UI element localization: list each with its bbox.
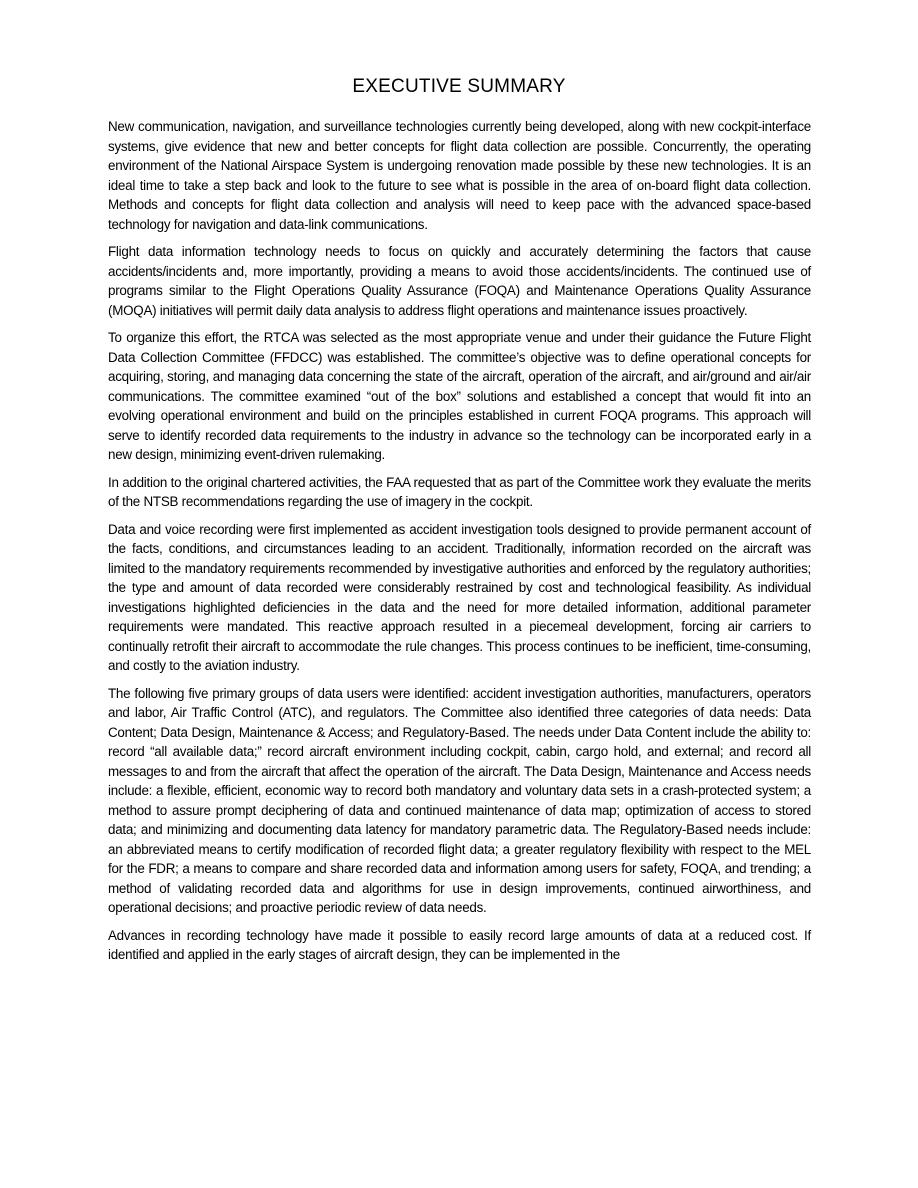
paragraph-7: Advances in recording technology have made it possible to easily record large amounts of data at a reduced cost. If identified and applied in the early stages of aircraft design, they can be implemented in the [108,927,811,962]
paragraph-1: New communication, navigation, and surveillance technologies currently being developed, along with new cockpit-interface systems, give evidence that new and better concepts for flight data collection are possible. Concurrently, the operating environment of the National Airspace System is undergoing renovation made possible by these new technologies. It is an ideal time to take a step back and look to the future to see what is possible in the area of on-board flight data collection. Methods and concepts for flight data collection and analysis will need to keep pace with the advanced space-based technology for navigation and data-link communications. [108,119,811,232]
document-body [108,117,811,973]
page-title: EXECUTIVE SUMMARY [352,76,566,97]
paragraph-5: Data and voice recording were first implemented as accident investigation tools designed to provide permanent account of the facts, conditions, and circumstances leading to an accident. Traditionally, information recorded on the aircraft was limited to the mandatory requirements recommended by investigative authorities and enforced by the regulatory authorities; the type and amount of data recorded were considerably restrained by cost and technological feasibility. As individual investigations highlighted deficiencies in the data and the need for more detailed information, additional parameter requirements were mandated. This reactive approach resulted in a piecemeal development, forcing air carriers to continually retrofit their aircraft to accommodate the rule changes. This process continues to be inefficient, time-consuming, and costly to the aviation industry. [108,521,811,673]
paragraph-4: In addition to the original chartered activities, the FAA requested that as part of the Committee work they evaluate the merits of the NTSB recommendations regarding the use of imagery in the cockpit. [108,474,811,509]
paragraph-6: The following five primary groups of data users were identified: accident investigation authorities, manufacturers, operators and labor, Air Traffic Control (ATC), and regulators. The Committee also identified three categories of data needs: Data Content; Data Design, Maintenance & Access; and Regulatory-Based. The needs under Data Content include the ability to: record “all available data;” record aircraft environment including cockpit, cabin, cargo hold, and external; and record all messages to and from the aircraft that affect the operation of the aircraft. The Data Design, Maintenance and Access needs include: a flexible, efficient, economic way to record both mandatory and voluntary data sets in a crash-protected system; a method to assure prompt deciphering of data and continued maintenance of data map; optimization of access to stored data; and minimizing and documenting data latency for mandatory parametric data. The Regulatory-Based needs include: an abbreviated means to certify modification of recorded flight data; a greater regulatory flexibility with respect to the MEL for the FDR; a means to compare and share recorded data and information among users for safety, FOQA, and trending; a method of validating recorded data and algorithms for use in design improvements, continued airworthiness, and operational decisions; and proactive periodic review of data needs. [108,685,811,915]
paragraph-2: Flight data information technology needs to focus on quickly and accurately determining the factors that cause accidents/incidents and, more importantly, providing a means to avoid those accidents/incidents. The continued use of programs similar to the Flight Operations Quality Assurance (FOQA) and Maintenance Operations Quality Assurance (MOQA) initiatives will permit daily data analysis to address flight operations and maintenance issues proactively. [108,244,811,318]
paragraph-3: To organize this effort, the RTCA was selected as the most appropriate venue and under their guidance the Future Flight Data Collection Committee (FFDCC) was established. The committee’s objective was to define operational concepts for acquiring, storing, and managing data concerning the state of the aircraft, operation of the aircraft, and air/ground and air/air communications. The committee examined “out of the box” solutions and established a concept that would fit into an evolving operational environment and build on the principles established in current FOQA programs. This approach will serve to identify recorded data requirements to the industry in advance so the technology can be incorporated early in a new design, minimizing event-driven rulemaking. [108,330,811,462]
